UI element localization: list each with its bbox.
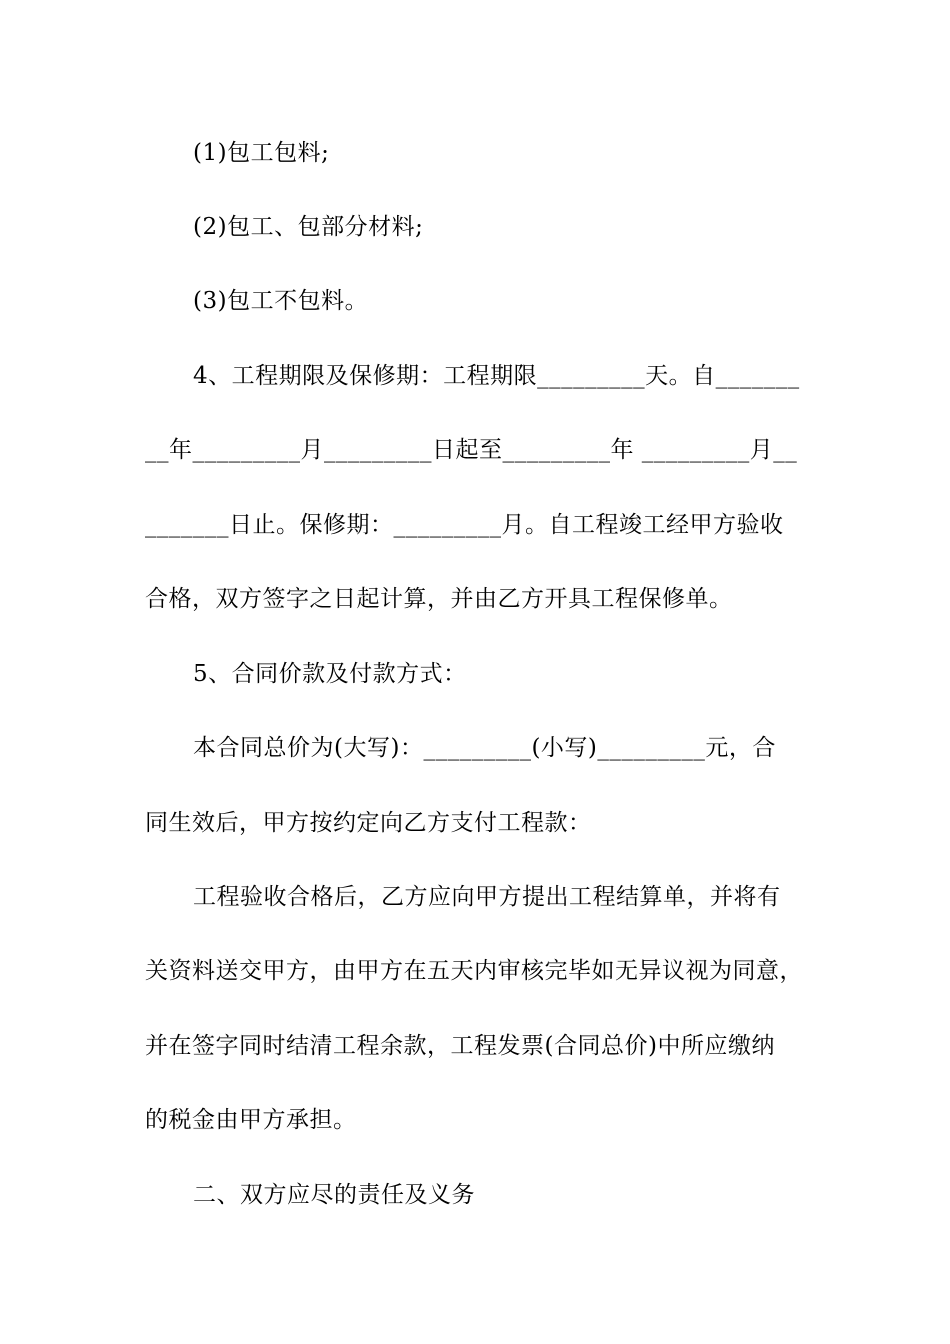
item-2-labor-partial-materials: (2)包工、包部分材料; [193, 214, 424, 240]
section-2-heading: 二、双方应尽的责任及义务 [193, 1182, 475, 1208]
settlement-paragraph-line-3: 并在签字同时结清工程余款，工程发票(合同总价)中所应缴纳 [145, 1033, 775, 1059]
clause-5-total-price: 本合同总价为(大写)：_________(小写)_________元，合 [193, 735, 776, 761]
settlement-paragraph-line-4: 的税金由甲方承担。 [145, 1107, 357, 1133]
clause-5-heading: 5、合同价款及付款方式： [193, 661, 467, 687]
settlement-paragraph-line-2: 关资料送交甲方，由甲方在五天内审核完毕如无异议视为同意， [145, 958, 803, 984]
clause-4-warranty-cont: 合格，双方签字之日起计算，并由乙方开具工程保修单。 [145, 586, 733, 612]
settlement-paragraph-line-1: 工程验收合格后，乙方应向甲方提出工程结算单，并将有 [193, 884, 781, 910]
item-1-labor-and-materials: (1)包工包料; [193, 140, 330, 166]
clause-4-heading: 4、工程期限及保修期：工程期限_________天。自_______ [193, 363, 800, 389]
clause-4-dates: __年_________月_________日起至_________年 _________月__ [145, 437, 798, 463]
clause-5-total-price-cont: 同生效后，甲方按约定向乙方支付工程款： [145, 810, 592, 836]
item-3-labor-only: (3)包工不包料。 [193, 288, 369, 314]
clause-4-warranty: _______日止。保修期：_________月。自工程竣工经甲方验收 [145, 512, 784, 538]
